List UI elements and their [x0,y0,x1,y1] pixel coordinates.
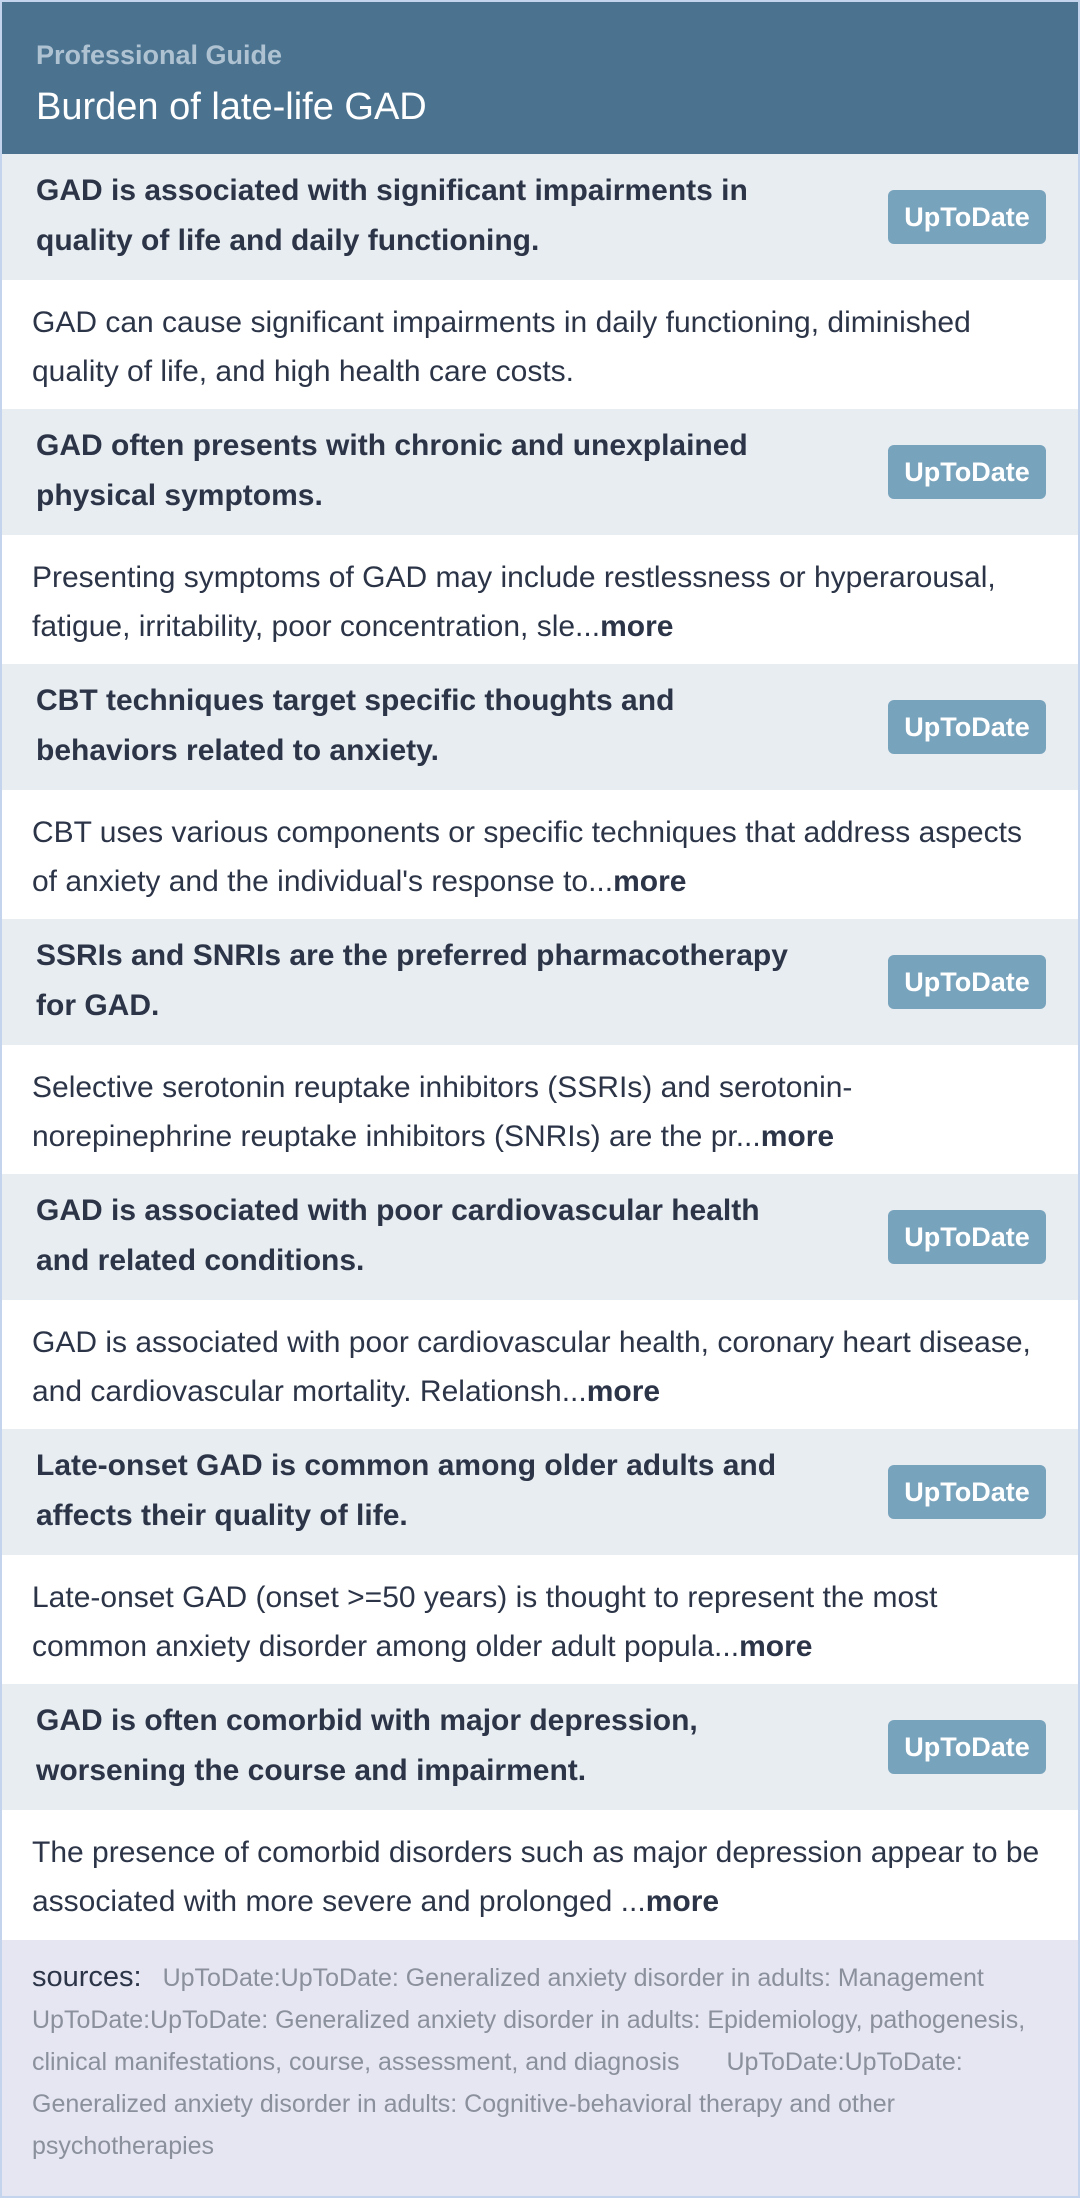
more-link[interactable]: more [645,1885,720,1918]
claim-text: GAD is associated with significant impairments in quality of life and daily functioning. [36,174,748,257]
claim-text: Late-onset GAD is common among older adults and affects their quality of life. [36,1449,777,1532]
detail-text [32,298,1048,396]
detail-text [32,808,1048,906]
detail-snippet: CBT uses various components or specific techniques that address aspects of anxiety and the individual's response to... [32,816,1022,898]
source-badge[interactable]: UpToDate [888,700,1046,754]
detail-text [32,1063,1048,1161]
more-link[interactable]: more [739,1630,813,1663]
detail-snippet: Presenting symptoms of GAD may include restlessness or hyperarousal, fatigue, irritability, poor concentration, sle... [32,561,996,643]
claim-row [2,154,1078,280]
more-link[interactable]: more [586,1375,661,1408]
claim-row [2,409,1078,535]
claim-text: GAD is often comorbid with major depression, worsening the course and impairment. [36,1704,698,1787]
claim-text: CBT techniques target specific thoughts and behaviors related to anxiety. [36,684,675,767]
claim-text: GAD often presents with chronic and unexplained physical symptoms. [36,429,748,512]
detail-snippet: GAD is associated with poor cardiovascular health, coronary heart disease, and cardiovascular mortality. Relationsh... [32,1326,1031,1408]
detail-row [2,1045,1078,1174]
source-badge[interactable]: UpToDate [888,1465,1046,1519]
guide-eyebrow: Professional Guide [36,40,283,70]
guide-header [2,2,1078,154]
sources-label: sources: [32,1961,142,1993]
more-link[interactable]: more [613,865,687,898]
claim-row [2,1174,1078,1300]
detail-snippet: The presence of comorbid disorders such as major depression appear to be associated with more severe and prolonged ... [32,1836,1040,1918]
claim-row [2,664,1078,790]
detail-row [2,1555,1078,1684]
detail-snippet: GAD can cause significant impairments in daily functioning, diminished quality of life, and high health care costs. [32,306,971,388]
detail-snippet: Late-onset GAD (onset >=50 years) is thought to represent the most common anxiety disorder among older adult popula... [32,1581,938,1663]
more-link[interactable]: more [600,610,674,643]
detail-row [2,790,1078,919]
source-link[interactable]: UpToDate:UpToDate: Generalized anxiety disorder in adults: Management [162,1964,984,1992]
source-badge[interactable]: UpToDate [888,190,1046,244]
claim-row [2,919,1078,1045]
more-link[interactable]: more [760,1120,835,1153]
detail-row [2,1300,1078,1429]
claim-row [2,1684,1078,1810]
sources-footer [2,1940,1078,2196]
detail-row [2,535,1078,664]
source-badge[interactable]: UpToDate [888,955,1046,1009]
detail-text [32,553,1048,651]
detail-text [32,1318,1048,1416]
detail-text [32,1828,1048,1926]
source-link[interactable]: UpToDate:UpToDate: Generalized anxiety disorder in adults: Cognitive-behavioral therapy and other psychotherapies [32,2048,963,2160]
claim-row [2,1429,1078,1555]
source-badge[interactable]: UpToDate [888,1210,1046,1264]
detail-snippet: Selective serotonin reuptake inhibitors (SSRIs) and serotonin-norepinephrine reuptake inhibitors (SNRIs) are the pr... [32,1071,853,1153]
detail-text [32,1573,1048,1671]
claim-text: SSRIs and SNRIs are the preferred pharmacotherapy for GAD. [36,939,788,1022]
claim-text: GAD is associated with poor cardiovascular health and related conditions. [36,1194,760,1277]
source-badge[interactable]: UpToDate [888,1720,1046,1774]
detail-row [2,1810,1078,1939]
source-badge[interactable]: UpToDate [888,445,1046,499]
page-title: Burden of late-life GAD [36,86,427,128]
source-link[interactable]: UpToDate:UpToDate: Generalized anxiety disorder in adults: Epidemiology, pathogenesis, clinical manifestations, course, assessment, and diagnosis [32,2006,1026,2076]
detail-row [2,280,1078,409]
